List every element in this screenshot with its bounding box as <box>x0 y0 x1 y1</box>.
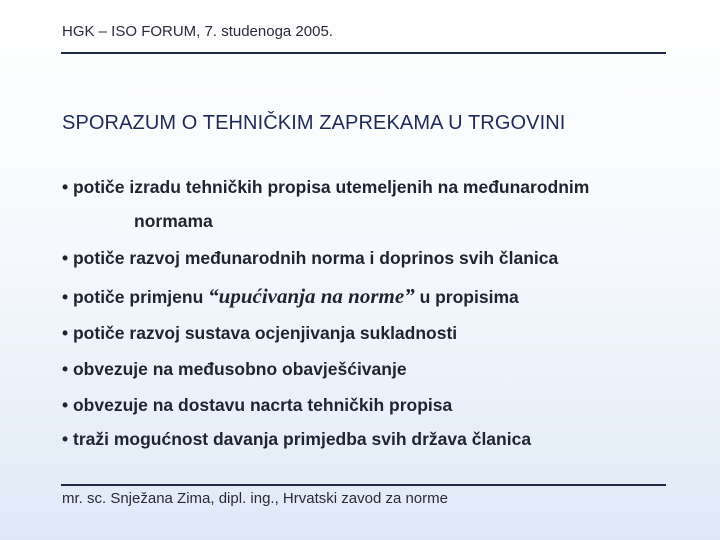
bullet-item-7: • traži mogućnost davanja primjedba svih država članica <box>62 429 532 449</box>
header-divider <box>61 52 666 54</box>
bullet-item-4: • potiče razvoj sustava ocjenjivanja sukladnosti <box>62 323 458 343</box>
bullet-item-1-continuation: normama <box>134 211 213 231</box>
footer-divider <box>61 484 666 486</box>
bullet-item-6: • obvezuje na dostavu nacrta tehničkih propisa <box>62 395 453 415</box>
bullet-item-3-quote: “upućivanja na norme” <box>208 284 415 308</box>
bullet-item-2: • potiče razvoj međunarodnih norma i doprinos svih članica <box>62 248 559 268</box>
bullet-item-5: • obvezuje na međusobno obavješćivanje <box>62 359 407 379</box>
bullet-item-3-text-end: u propisima <box>414 287 519 307</box>
bullet-item-3 <box>62 284 519 309</box>
bullet-item-1: • potiče izradu tehničkih propisa utemeljenih na međunarodnim <box>62 177 590 197</box>
bullet-item-3-text-start: • potiče primjenu <box>62 287 209 307</box>
header-text: HGK – ISO FORUM, 7. studenoga 2005. <box>62 23 333 40</box>
footer-text: mr. sc. Snježana Zima, dipl. ing., Hrvatski zavod za norme <box>62 490 448 507</box>
slide-title: SPORAZUM O TEHNIČKIM ZAPREKAMA U TRGOVINI <box>62 112 566 134</box>
